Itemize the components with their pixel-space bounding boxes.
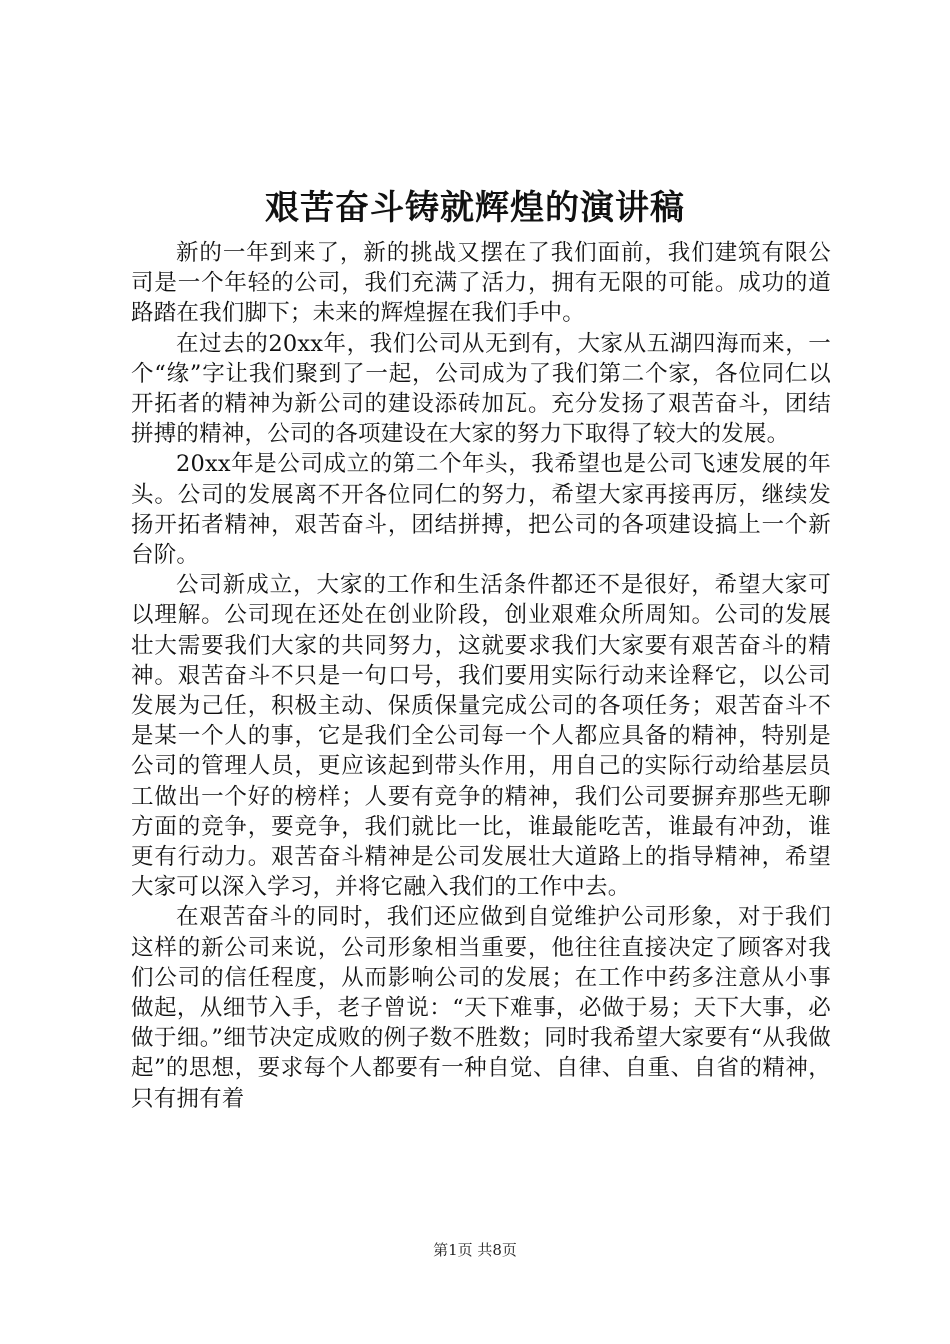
paragraph-1: 新的一年到来了，新的挑战又摆在了我们面前，我们建筑有限公司是一个年轻的公司，我们充满了活力，拥有无限的可能。成功的道路踏在我们脚下；未来的辉煌握在我们手中。 bbox=[131, 240, 831, 327]
document-title: 艰苦奋斗铸就辉煌的演讲稿 bbox=[265, 188, 685, 228]
paragraph-3: 20xx年是公司成立的第二个年头，我希望也是公司飞速发展的年头。公司的发展离不开各位同仁的努力，希望大家再接再厉，继续发扬开拓者精神，艰苦奋斗，团结拼搏，把公司的各项建设搞上一个新台阶。 bbox=[131, 451, 831, 569]
paragraph-5: 在艰苦奋斗的同时，我们还应做到自觉维护公司形象，对于我们这样的新公司来说，公司形象相当重要，他往往直接决定了顾客对我们公司的信任程度，从而影响公司的发展；在工作中药多注意从小事做起，从细节入手，老子曾说：“天下难事，必做于易；天下大事，必做于细。”细节决定成败的例子数不胜数；同时我希望大家要有“从我做起”的思想，要求每个人都要有一种自觉、自律、自重、自省的精神，只有拥有着 bbox=[131, 904, 831, 1112]
page-footer: 第1页 共8页 bbox=[433, 1241, 517, 1259]
paragraph-2: 在过去的20xx年，我们公司从无到有，大家从五湖四海而来，一个“缘”字让我们聚到了一起，公司成为了我们第二个家，各位同仁以开拓者的精神为新公司的建设添砖加瓦。充分发扬了艰苦奋斗，团结拼搏的精神，公司的各项建设在大家的努力下取得了较大的发展。 bbox=[131, 330, 831, 448]
document-body bbox=[131, 238, 831, 1114]
paragraph-4: 公司新成立，大家的工作和生活条件都还不是很好，希望大家可以理解。公司现在还处在创业阶段，创业艰难众所周知。公司的发展壮大需要我们大家的共同努力，这就要求我们大家要有艰苦奋斗的精神。艰苦奋斗不只是一句口号，我们要用实际行动来诠释它，以公司发展为己任，积极主动、保质保量完成公司的各项任务；艰苦奋斗不是某一个人的事，它是我们全公司每一个人都应具备的精神，特别是公司的管理人员，更应该起到带头作用，用自己的实际行动给基层员工做出一个好的榜样；人要有竞争的精神，我们公司要摒弃那些无聊方面的竞争，要竞争，我们就比一比，谁最能吃苦，谁最有冲劲，谁更有行动力。艰苦奋斗精神是公司发展壮大道路上的指导精神，希望大家可以深入学习，并将它融入我们的工作中去。 bbox=[131, 572, 831, 901]
